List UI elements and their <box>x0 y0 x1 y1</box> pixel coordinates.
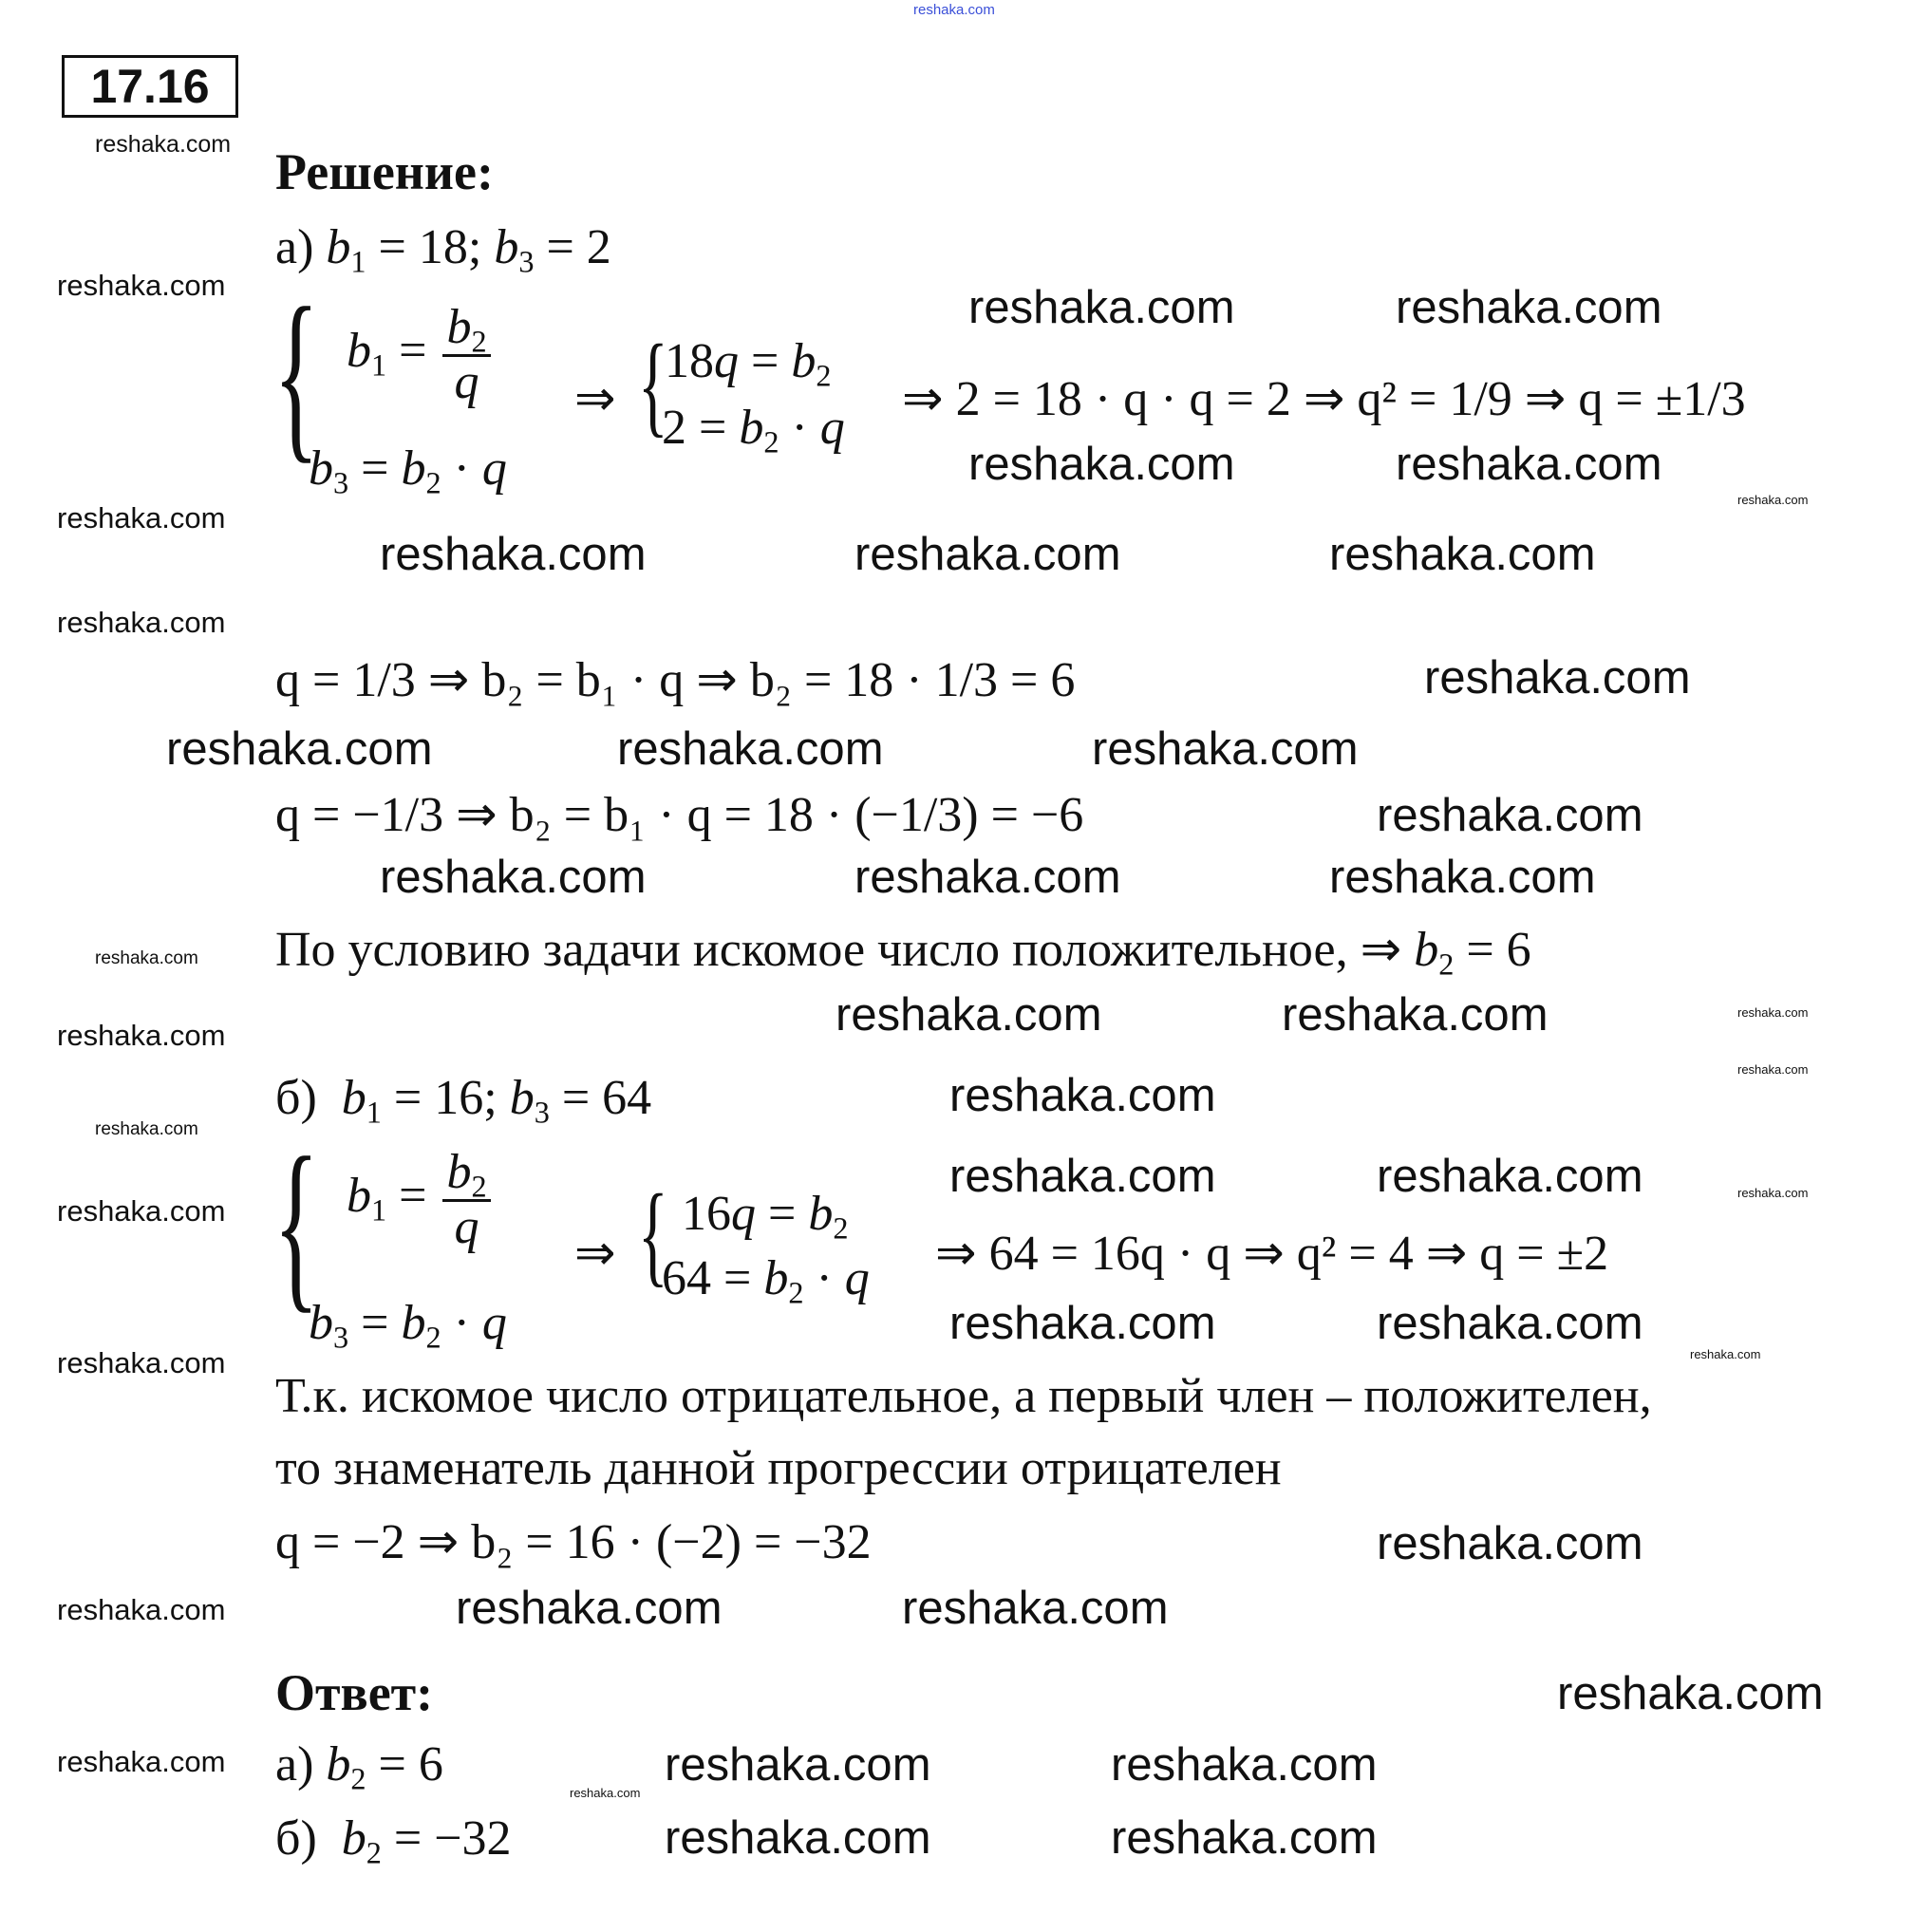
system-b2-eq2: $64 = b_2 \cdot q$ <box>662 1251 870 1310</box>
part-a-conclusion: По условию задачи искомое число положительное, ⇒ $b_2 = 6$ <box>275 923 1531 982</box>
watermark: reshaka.com <box>1557 1668 1824 1719</box>
watermark: reshaka.com <box>949 1298 1216 1349</box>
b3-value-b: 64 <box>602 1071 652 1125</box>
watermark: reshaka.com <box>57 269 226 302</box>
solution-heading: Решение: <box>275 143 494 200</box>
implies-b: ⇒ <box>574 1227 616 1281</box>
answer-b: б) $b_2 = -32$ <box>275 1811 512 1870</box>
answer-b-label: б) <box>275 1811 317 1866</box>
watermark: reshaka.com <box>968 439 1235 490</box>
q-plus-line: q = 1/3 ⇒ b₂ = b₁ · q ⇒ b₂ = 18 · 1/3 = 6 <box>275 653 1076 707</box>
watermark: reshaka.com <box>1111 1812 1378 1864</box>
answer-b-value: −32 <box>434 1811 512 1866</box>
watermark: reshaka.com <box>1424 652 1691 703</box>
system2-eq2: $2 = b_2 \cdot q$ <box>662 401 845 460</box>
system2-eq1: $18q = b_2$ <box>665 334 832 393</box>
b1-value-b: 16 <box>434 1071 484 1125</box>
watermark: reshaka.com <box>57 501 226 535</box>
watermark: reshaka.com <box>57 1019 226 1052</box>
system-b-eq2: $b_3 = b_2 \cdot q$ <box>309 1296 507 1355</box>
implies-arrow: ⇒ <box>902 372 956 426</box>
watermark: reshaka.com <box>57 1194 226 1228</box>
watermark: reshaka.com <box>854 529 1121 580</box>
answer-a: а) $b_2 = 6$ <box>275 1737 443 1796</box>
watermark: reshaka.com <box>1690 1347 1761 1361</box>
watermark: reshaka.com <box>456 1583 723 1634</box>
system-brace-b: { <box>273 1119 319 1329</box>
part-b-given: б) $b_1 = 16$; $b_3 = 64$ <box>275 1071 652 1130</box>
conclusion-value: 6 <box>1506 923 1531 977</box>
watermark: reshaka.com <box>835 989 1102 1041</box>
watermark: reshaka.com <box>1329 529 1596 580</box>
watermark: reshaka.com <box>166 723 433 775</box>
watermark: reshaka.com <box>1377 1151 1643 1202</box>
watermark: reshaka.com <box>968 282 1235 333</box>
watermark: reshaka.com <box>1396 282 1662 333</box>
watermark: reshaka.com <box>854 852 1121 903</box>
watermark: reshaka.com <box>902 1583 1169 1634</box>
part-b-label: б) <box>275 1071 317 1125</box>
system-brace: { <box>273 270 319 479</box>
watermark: reshaka.com <box>665 1812 931 1864</box>
b3-value: 2 <box>586 220 611 274</box>
part-b-final: q = −2 ⇒ b₂ = 16 · (−2) = −32 <box>275 1515 872 1569</box>
watermark: reshaka.com <box>570 1786 641 1800</box>
watermark: reshaka.com <box>1737 1062 1809 1077</box>
answer-a-value: 6 <box>418 1737 443 1791</box>
answer-a-label: а) <box>275 1737 314 1791</box>
problem-number: 17.16 <box>90 60 210 113</box>
conclusion-text: По условию задачи искомое число положительное, ⇒ <box>275 923 1402 977</box>
system-eq2: $b_3 = b_2 \cdot q$ <box>309 441 507 500</box>
implies: ⇒ <box>574 372 616 426</box>
watermark: reshaka.com <box>1377 1298 1643 1349</box>
header-link[interactable]: reshaka.com <box>913 2 995 18</box>
watermark: reshaka.com <box>665 1739 931 1791</box>
watermark: reshaka.com <box>1737 493 1809 507</box>
watermark: reshaka.com <box>57 1346 226 1379</box>
system-b-brace-2: { <box>638 1171 668 1297</box>
watermark: reshaka.com <box>95 948 198 968</box>
watermark: reshaka.com <box>1737 1186 1809 1200</box>
watermark: reshaka.com <box>1329 852 1596 903</box>
watermark: reshaka.com <box>57 1745 226 1778</box>
watermark: reshaka.com <box>57 1593 226 1626</box>
system-b-eq1: $b_1$ = $\frac{b_2}{q}$ <box>347 1147 495 1253</box>
watermark: reshaka.com <box>95 131 232 158</box>
system-eq1: $b_1$ = $\frac{b_2}{q}$ <box>347 302 495 408</box>
b1-value: 18 <box>418 220 468 274</box>
watermark: reshaka.com <box>380 529 647 580</box>
watermark: reshaka.com <box>949 1070 1216 1121</box>
watermark: reshaka.com <box>949 1151 1216 1202</box>
part-b-system-result-line <box>935 1227 1608 1281</box>
watermark: reshaka.com <box>1737 1005 1809 1020</box>
watermark: reshaka.com <box>1377 790 1643 841</box>
q-minus-line: q = −1/3 ⇒ b₂ = b₁ · q = 18 · (−1/3) = −6 <box>275 788 1084 842</box>
watermark: reshaka.com <box>1092 723 1359 775</box>
watermark: reshaka.com <box>617 723 884 775</box>
watermark: reshaka.com <box>95 1119 198 1139</box>
implies-arrow-b: ⇒ <box>935 1227 989 1281</box>
watermark: reshaka.com <box>1377 1518 1643 1569</box>
part-a-given: а) $b_1 = 18$; $b_3 = 2$ <box>275 220 611 279</box>
watermark: reshaka.com <box>57 606 226 639</box>
part-a-system-result: 2 = 18 · q · q = 2 ⇒ q² = 1/9 ⇒ q = ±1/3 <box>955 372 1746 426</box>
explanation-line-2: то знаменатель данной прогрессии отрицателен <box>275 1441 1282 1495</box>
watermark: reshaka.com <box>1111 1739 1378 1791</box>
watermark: reshaka.com <box>380 852 647 903</box>
explanation-line-1: Т.к. искомое число отрицательное, а первый член – положителен, <box>275 1369 1652 1423</box>
part-a-label: а) <box>275 220 314 274</box>
part-a-system-result-line <box>902 372 1746 426</box>
answer-heading: Ответ: <box>275 1664 434 1721</box>
system-brace-2: { <box>638 321 668 447</box>
system-b2-eq1: $16q = b_2$ <box>682 1187 849 1246</box>
problem-number-box <box>62 55 238 118</box>
watermark: reshaka.com <box>1282 989 1549 1041</box>
part-b-system-result: 64 = 16q · q ⇒ q² = 4 ⇒ q = ±2 <box>988 1227 1609 1281</box>
watermark: reshaka.com <box>1396 439 1662 490</box>
